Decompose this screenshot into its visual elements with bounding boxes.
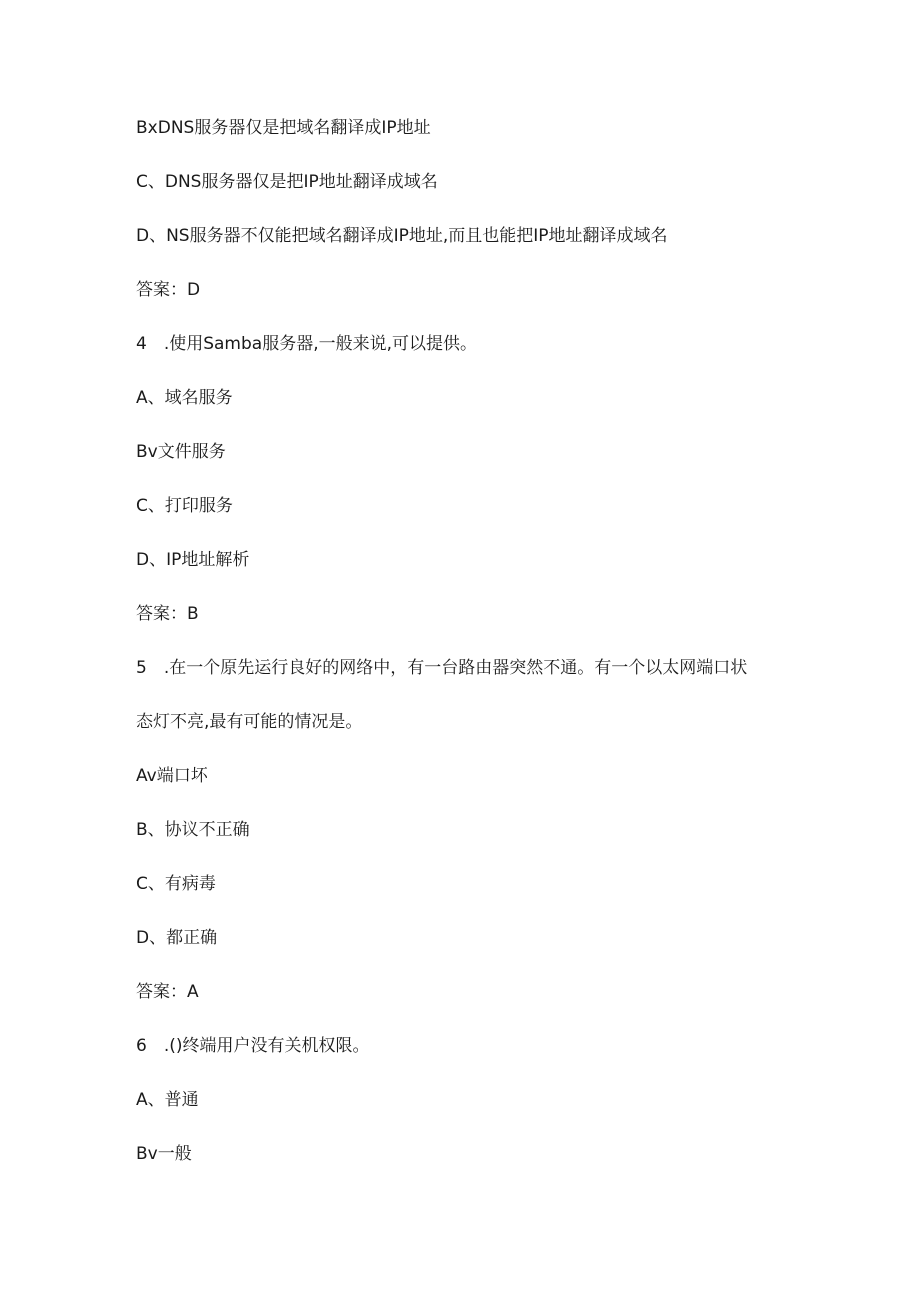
option-a-text: A、域名服务: [136, 388, 233, 408]
option-b-text: Bv一般: [136, 1144, 192, 1164]
answer-text: 答案：A: [136, 982, 199, 1002]
option-c-text: C、有病毒: [136, 874, 216, 894]
option-d-text: D、NS服务器不仅能把域名翻译成IP地址,而且也能把IP地址翻译成域名: [136, 226, 668, 246]
option-c-text: C、DNS服务器仅是把IP地址翻译成域名: [136, 172, 438, 192]
answer-text: 答案：D: [136, 280, 201, 300]
option-d-text: D、IP地址解析: [136, 550, 250, 570]
option-b-text: Bv文件服务: [136, 442, 226, 462]
option-d-text: D、都正确: [136, 928, 218, 948]
option-b-text: B、协议不正确: [136, 820, 250, 840]
option-c-text: C、打印服务: [136, 496, 233, 516]
answer-text: 答案：B: [136, 604, 199, 624]
question-5-text-continued: 态灯不亮,最有可能的情况是。: [136, 712, 363, 732]
question-6-text: 6 .()终端用户没有关机权限。: [136, 1036, 370, 1056]
option-a-text: Av端口坏: [136, 766, 208, 786]
option-a-text: A、普通: [136, 1090, 199, 1110]
question-5-text: 5 .在一个原先运行良好的网络中，有一台路由器突然不通。有一个以太网端口状: [136, 658, 748, 678]
option-b-text: BxDNS服务器仅是把域名翻译成IP地址: [136, 118, 431, 138]
question-4-text: 4 .使用Samba服务器,一般来说,可以提供。: [136, 334, 478, 354]
